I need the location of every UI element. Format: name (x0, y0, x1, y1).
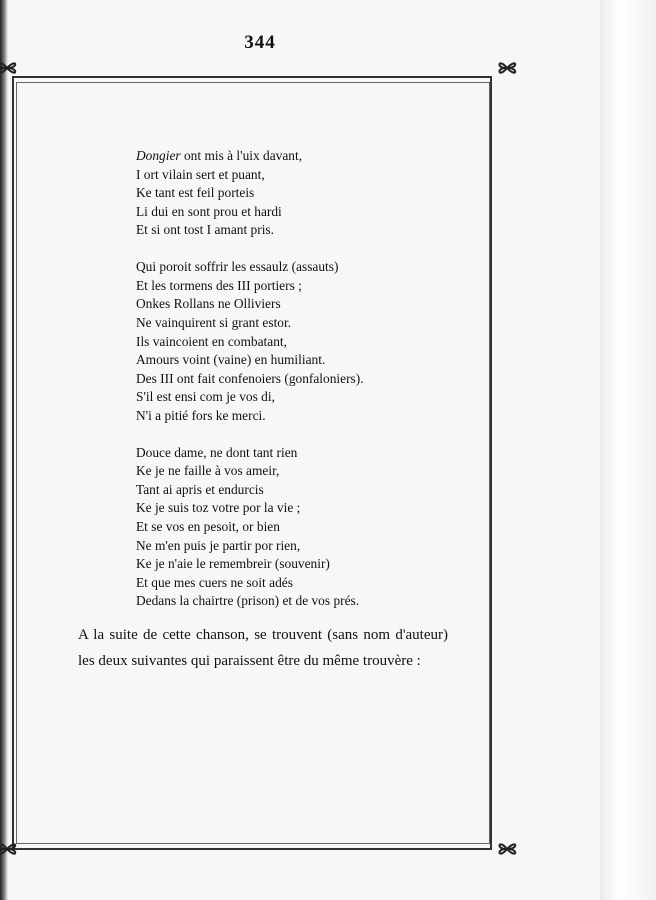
poem-line-text: Ne m'en puis je partir por rien, (136, 537, 301, 553)
poem-line (136, 388, 416, 407)
poem-line-text: Et si ont tost I amant pris. (136, 222, 274, 238)
poem-line-text: Li dui en sont prou et hardi (136, 203, 282, 219)
prose-paragraph (78, 622, 448, 674)
poem-line-text: I ort vilain sert et puant, (136, 166, 265, 182)
corner-ornament-icon (494, 55, 520, 81)
poem-line-text: Ke tant est feil porteis (136, 185, 255, 201)
facing-page-edge (600, 0, 656, 900)
poem-line-text: Des III ont fait confenoiers (gonfaloniers). (136, 370, 364, 386)
poem (136, 147, 416, 629)
poem-line (136, 295, 416, 314)
poem-line-text: Et que mes cuers ne soit adés (136, 574, 293, 590)
poem-line-text: ont mis à l'uix davant, (180, 148, 303, 163)
poem-line (136, 277, 416, 296)
poem-line (136, 370, 416, 389)
poem-line (136, 499, 416, 518)
corner-ornament-icon (0, 836, 20, 862)
poem-line-text: Onkes Rollans ne Olliviers (136, 296, 281, 312)
page-number: 344 (244, 32, 276, 53)
poem-line-text: Douce dame, ne dont tant rien (136, 444, 298, 460)
poem-line (136, 166, 416, 185)
poem-line-text: Ke je ne faille à vos ameir, (136, 463, 280, 479)
corner-ornament-icon (494, 836, 520, 862)
poem-line-text: Ne vainquirent si grant estor. (136, 314, 292, 330)
poem-line (136, 147, 416, 166)
poem-line-text: S'il est ensi com je vos di, (136, 389, 275, 405)
poem-line-text: Et se vos en pesoit, or bien (136, 519, 280, 535)
poem-stanza (136, 258, 416, 425)
poem-line (136, 314, 416, 333)
poem-line-text: Ke je suis toz votre por la vie ; (136, 500, 301, 516)
poem-line (136, 555, 416, 574)
poem-line (136, 592, 416, 611)
poem-line (136, 333, 416, 352)
poem-line-text: Dedans la chairtre (prison) et de vos prés. (136, 593, 360, 609)
poem-line (136, 221, 416, 240)
poem-stanza (136, 444, 416, 611)
poem-line-text: Qui poroit soffrir les essaulz (assauts) (136, 259, 339, 275)
poem-line (136, 574, 416, 593)
poem-line-text: N'i a pitié fors ke merci. (136, 407, 266, 423)
poem-line (136, 203, 416, 222)
corner-ornament-icon (0, 55, 20, 81)
poem-line-text: Et les tormens des III portiers ; (136, 277, 302, 293)
poem-line (136, 444, 416, 463)
poem-line-italic: Dongier (136, 148, 181, 163)
poem-line-text: Amours voint (vaine) en humiliant. (136, 352, 326, 368)
poem-line-text: Ke je n'aie le remembreir (souvenir) (136, 556, 330, 572)
prose-text: A la suite de cette chanson, se trouvent (sans nom d'auteur) les deux suivantes qui paraissent être du même trouvère : (78, 627, 448, 669)
poem-line-text: Ils vaincoient en combatant, (136, 333, 287, 349)
poem-line (136, 481, 416, 500)
spine-shadow (0, 0, 8, 900)
poem-line (136, 407, 416, 426)
poem-line (136, 184, 416, 203)
poem-line (136, 518, 416, 537)
poem-line (136, 258, 416, 277)
poem-line (136, 462, 416, 481)
poem-line (136, 351, 416, 370)
poem-stanza (136, 147, 416, 240)
poem-line-text: Tant ai apris et endurcis (136, 481, 264, 497)
poem-line (136, 537, 416, 556)
